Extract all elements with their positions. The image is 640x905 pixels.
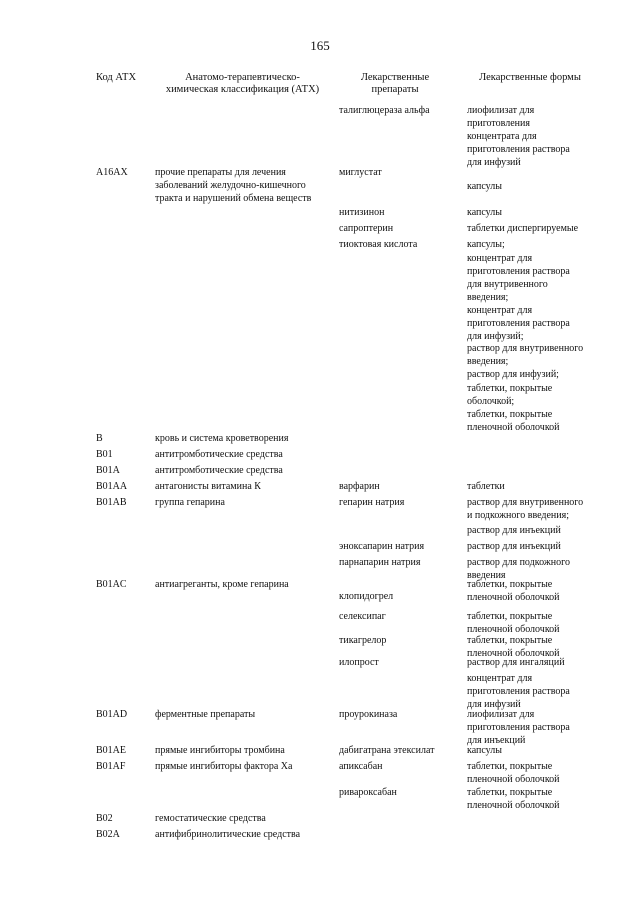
form-cell: раствор для подкожного введения — [467, 557, 570, 581]
form-cell: таблетки, покрытые пленочной оболочкой — [467, 761, 560, 785]
atx-code-cell: B01AF — [96, 761, 126, 772]
drug-cell: талиглюцераза альфа — [339, 105, 430, 116]
classification-cell: группа гепарина — [155, 497, 225, 508]
atx-code-cell: B — [96, 433, 103, 444]
atx-code-cell: B01AC — [96, 579, 127, 590]
atx-code-cell: B01AB — [96, 497, 127, 508]
form-cell: лиофилизат для приготовления раствора для инъекций — [467, 709, 570, 746]
form-cell: таблетки диспергируемые — [467, 223, 579, 234]
classification-cell: кровь и система кроветворения — [155, 433, 289, 444]
form-cell: капсулы — [467, 207, 502, 218]
form-cell: таблетки, покрытые пленочной оболочкой — [467, 409, 560, 433]
form-cell: раствор для инъекций — [467, 525, 561, 536]
drug-cell: гепарин натрия — [339, 497, 405, 508]
form-cell: раствор для внутривенного введения; — [467, 343, 584, 367]
drug-cell: апиксабан — [339, 761, 383, 772]
classification-cell: антитромботические средства — [155, 465, 283, 476]
classification-cell: антифибринолитические средства — [155, 829, 301, 840]
form-cell: раствор для ингаляций — [467, 657, 565, 668]
form-cell: раствор для внутривенного и подкожного введения; — [467, 497, 584, 521]
atx-code-cell: B02 — [96, 813, 113, 824]
atx-code-cell: B01AD — [96, 709, 128, 720]
form-cell: капсулы — [467, 745, 502, 756]
drug-cell: проурокиназа — [339, 709, 398, 720]
atx-code-cell: B01 — [96, 449, 113, 460]
form-cell: концентрат для приготовления раствора для инфузий; — [467, 305, 570, 342]
drug-cell: сапроптерин — [339, 223, 394, 234]
form-cell: таблетки — [467, 481, 505, 492]
atx-code-cell: A16AX — [96, 167, 128, 178]
form-cell: таблетки, покрытые пленочной оболочкой — [467, 635, 560, 659]
atx-code-cell: B01AA — [96, 481, 128, 492]
classification-cell: антагонисты витамина К — [155, 481, 261, 492]
form-cell: капсулы; — [467, 239, 505, 250]
drug-cell: тикагрелор — [339, 635, 387, 646]
form-cell: таблетки, покрытые оболочкой; — [467, 383, 553, 407]
classification-cell: прямые ингибиторы фактора Xa — [155, 761, 293, 772]
drug-cell: дабигатрана этексилат — [339, 745, 435, 756]
drug-cell: парнапарин натрия — [339, 557, 421, 568]
drug-cell: тиоктовая кислота — [339, 239, 418, 250]
drug-cell: миглустат — [339, 167, 382, 178]
form-cell: таблетки, покрытые пленочной оболочкой — [467, 787, 560, 811]
header-code: Код АТХ — [95, 72, 137, 83]
drug-cell: ривароксабан — [339, 787, 397, 798]
header-drugs: Лекарственные препараты — [360, 72, 430, 95]
form-cell: капсулы — [467, 181, 502, 192]
form-cell: таблетки, покрытые пленочной оболочкой — [467, 611, 560, 635]
form-cell: раствор для инфузий; — [467, 369, 559, 380]
page-number: 165 — [310, 38, 330, 53]
drug-cell: варфарин — [339, 481, 380, 492]
drug-cell: селексипаг — [339, 611, 386, 622]
form-cell: таблетки, покрытые пленочной оболочкой — [467, 579, 560, 603]
header-forms: Лекарственные формы — [479, 72, 581, 83]
atx-code-cell: B01AE — [96, 745, 126, 756]
classification-cell: антитромботические средства — [155, 449, 283, 460]
header-classification: Анатомо-терапевтическо- химическая классификация (АТХ) — [165, 72, 320, 95]
classification-cell: гемостатические средства — [155, 813, 266, 824]
form-cell: концентрат для приготовления раствора для инфузий — [467, 673, 570, 710]
atx-code-cell: B01A — [96, 465, 120, 476]
drug-cell: клопидогрел — [339, 591, 394, 602]
classification-cell: антиагреганты, кроме гепарина — [155, 579, 289, 590]
drug-cell: нитизинон — [339, 207, 385, 218]
atx-code-cell: B02A — [96, 829, 120, 840]
form-cell: раствор для инъекций — [467, 541, 561, 552]
drug-cell: илопрост — [339, 657, 379, 668]
classification-cell: прочие препараты для лечения заболеваний желудочно-кишечного тракта и нарушений обмена веществ — [155, 167, 312, 204]
form-cell: лиофилизат для приготовления концентрата для приготовления раствора для инфузий — [467, 105, 570, 168]
drug-cell: эноксапарин натрия — [339, 541, 425, 552]
classification-cell: ферментные препараты — [155, 709, 256, 720]
form-cell: концентрат для приготовления раствора для внутривенного введения; — [467, 253, 570, 303]
classification-cell: прямые ингибиторы тромбина — [155, 745, 285, 756]
